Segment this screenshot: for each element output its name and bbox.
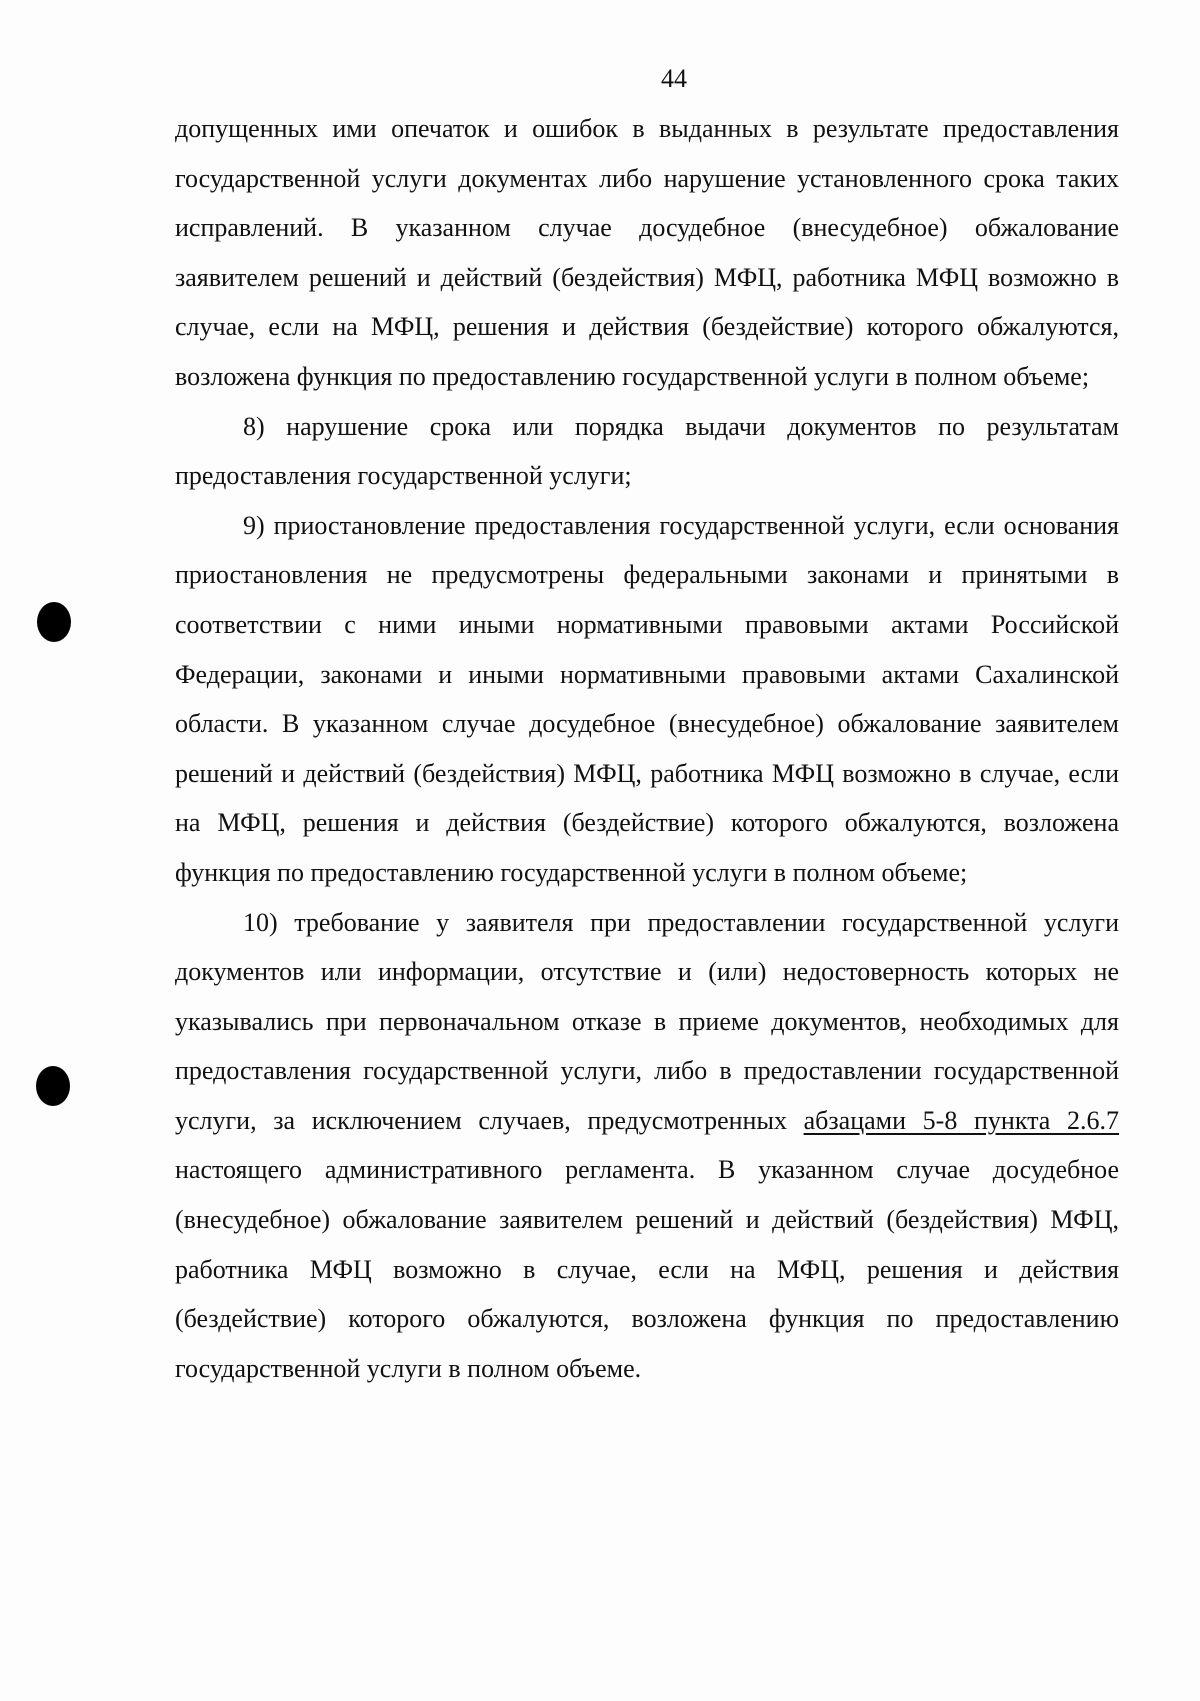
document-body — [175, 104, 1119, 1393]
punch-hole-bottom — [36, 1066, 70, 1106]
paragraph-item-10-text-start: 10) требование у заявителя при предоставлении государственной услуги документов или информации, отсутствие и (или) недостоверность которых не указывались при первоначальном отказе в приеме документов, необходимых для предоставления государственной услуги, либо в предоставлении государственной услуги, за исключением случаев, предусмотренных — [175, 907, 1119, 1135]
paragraph-item-10 — [175, 898, 1119, 1394]
paragraph-item-10-text-end: настоящего административного регламента. В указанном случае досудебное (внесудебное) обжалование заявителем решений и действий (бездействия) МФЦ, работника МФЦ возможно в случае, если на МФЦ, решения и действия (бездействие) которого обжалуются, возложена функция по предоставлению государственной услуги в полном объеме. — [175, 1155, 1119, 1383]
paragraph-item-9: 9) приостановление предоставления государственной услуги, если основания приостановления не предусмотрены федеральными законами и принятыми в соответствии с ними иными нормативными правовыми актами Российской Федерации, законами и иными нормативными правовыми актами Сахалинской области. В указанном случае досудебное (внесудебное) обжалование заявителем решений и действий (бездействия) МФЦ, работника МФЦ возможно в случае, если на МФЦ, решения и действия (бездействие) которого обжалуются, возложена функция по предоставлению государственной услуги в полном объеме; — [175, 510, 1119, 887]
page-number: 44 — [661, 64, 687, 93]
punch-hole-top — [37, 602, 71, 642]
paragraph-continuation: допущенных ими опечаток и ошибок в выданных в результате предоставления государственной услуги документах либо нарушение установленного срока таких исправлений. В указанном случае досудебное (внесудебное) обжалование заявителем решений и действий (бездействия) МФЦ, работника МФЦ возможно в случае, если на МФЦ, решения и действия (бездействие) которого обжалуются, возложена функция по предоставлению государственной услуги в полном объеме; — [175, 114, 1119, 391]
regulation-reference-link[interactable]: абзацами 5-8 пункта 2.6.7 — [803, 1105, 1119, 1135]
paragraph-item-8: 8) нарушение срока или порядка выдачи документов по результатам предоставления государственной услуги; — [175, 411, 1119, 491]
